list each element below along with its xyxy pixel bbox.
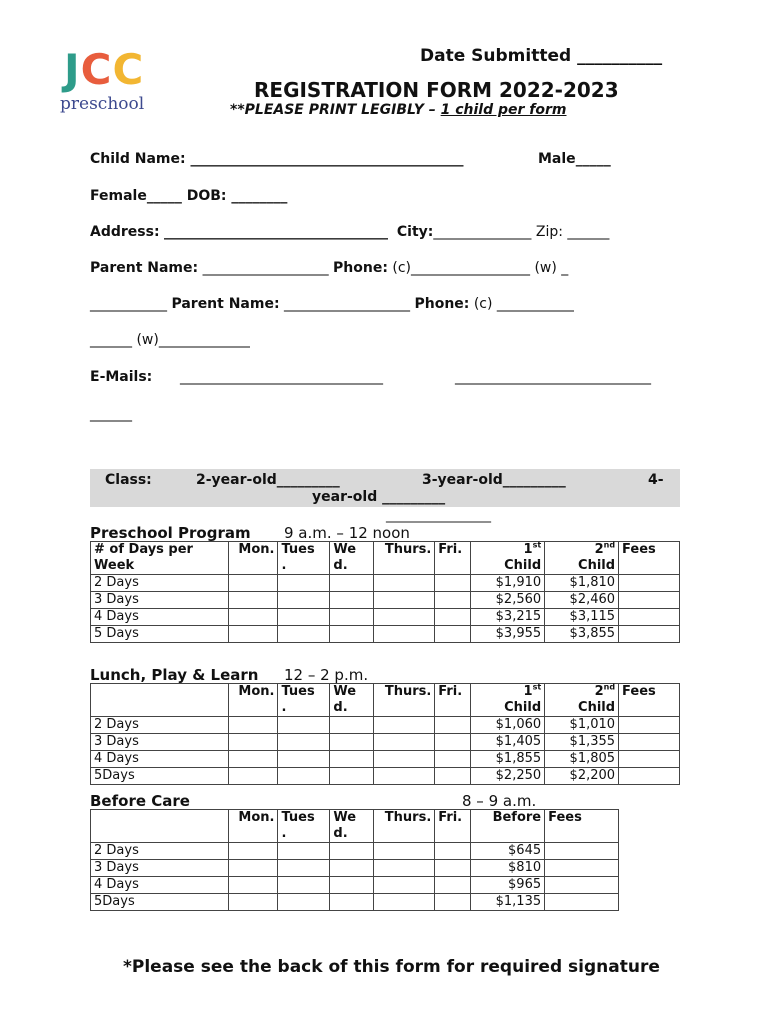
jcc-preschool-logo bbox=[58, 45, 168, 118]
lunch-time: 12 – 2 p.m. bbox=[284, 666, 369, 684]
email-field-3[interactable]: ______ bbox=[90, 406, 132, 422]
mon-cell[interactable] bbox=[228, 894, 278, 911]
class-under-line: _______________ bbox=[386, 507, 491, 523]
dob-label: DOB: bbox=[186, 188, 227, 204]
first-child-price: $1,405 bbox=[471, 734, 545, 751]
second-child-price: $3,855 bbox=[545, 626, 619, 643]
fri-cell[interactable] bbox=[435, 717, 471, 734]
fri-cell[interactable] bbox=[435, 575, 471, 592]
mon-cell[interactable] bbox=[228, 860, 278, 877]
before-price: $1,135 bbox=[471, 894, 545, 911]
preschool-table bbox=[90, 541, 680, 643]
form-subtitle bbox=[230, 102, 567, 118]
header-tues: Tues . bbox=[278, 810, 330, 843]
thurs-cell[interactable] bbox=[374, 877, 435, 894]
phone1-cell-field[interactable]: (c)_________________ bbox=[392, 260, 531, 276]
preschool-title: Preschool Program bbox=[90, 524, 251, 542]
before-price: $965 bbox=[471, 877, 545, 894]
wed-cell[interactable] bbox=[330, 860, 374, 877]
fees-cell[interactable] bbox=[619, 575, 680, 592]
thurs-cell[interactable] bbox=[374, 894, 435, 911]
fees-cell[interactable] bbox=[619, 609, 680, 626]
child-name-field[interactable]: _______________________________________ bbox=[190, 151, 464, 167]
header-fri: Fri. bbox=[435, 542, 471, 575]
header-fees: Fees bbox=[619, 684, 680, 717]
fri-cell[interactable] bbox=[435, 894, 471, 911]
header-second-child: 2nd Child bbox=[545, 542, 619, 575]
fees-cell[interactable] bbox=[545, 894, 619, 911]
thurs-cell[interactable] bbox=[374, 751, 435, 768]
table-header-row bbox=[91, 684, 680, 717]
mon-cell[interactable] bbox=[228, 592, 278, 609]
thurs-cell[interactable] bbox=[374, 717, 435, 734]
second-child-price: $1,805 bbox=[545, 751, 619, 768]
header-first-child: 1st Child bbox=[471, 542, 545, 575]
tues-cell[interactable] bbox=[278, 894, 330, 911]
before-care-table bbox=[90, 809, 619, 911]
male-row[interactable] bbox=[538, 151, 611, 167]
table-row bbox=[91, 751, 680, 768]
fri-cell[interactable] bbox=[435, 592, 471, 609]
days-cell: 5Days bbox=[91, 768, 229, 785]
thurs-cell[interactable] bbox=[374, 843, 435, 860]
fees-cell[interactable] bbox=[619, 626, 680, 643]
first-child-price: $1,060 bbox=[471, 717, 545, 734]
tues-cell[interactable] bbox=[278, 860, 330, 877]
days-cell: 3 Days bbox=[91, 734, 229, 751]
fri-cell[interactable] bbox=[435, 734, 471, 751]
parent2-pre-line[interactable]: ___________ bbox=[90, 296, 167, 312]
city-field[interactable]: ______________ bbox=[433, 224, 532, 240]
before-care-time: 8 – 9 a.m. bbox=[462, 792, 537, 810]
days-cell: 4 Days bbox=[91, 609, 229, 626]
tues-cell[interactable] bbox=[278, 626, 330, 643]
fri-cell[interactable] bbox=[435, 768, 471, 785]
mon-cell[interactable] bbox=[228, 717, 278, 734]
days-cell: 4 Days bbox=[91, 751, 229, 768]
tues-cell[interactable] bbox=[278, 717, 330, 734]
city-label: City: bbox=[396, 224, 434, 240]
header-tues: Tues . bbox=[278, 684, 330, 717]
header-fri: Fri. bbox=[435, 684, 471, 717]
header-wed: We d. bbox=[330, 810, 374, 843]
mon-cell[interactable] bbox=[228, 609, 278, 626]
table-row bbox=[91, 575, 680, 592]
fees-cell[interactable] bbox=[619, 717, 680, 734]
tues-cell[interactable] bbox=[278, 575, 330, 592]
header-wed: We d. bbox=[330, 542, 374, 575]
days-cell: 2 Days bbox=[91, 843, 229, 860]
fri-cell[interactable] bbox=[435, 751, 471, 768]
wed-cell[interactable] bbox=[330, 768, 374, 785]
parent1-row[interactable] bbox=[90, 260, 568, 276]
first-child-price: $3,955 bbox=[471, 626, 545, 643]
header-fri: Fri. bbox=[435, 810, 471, 843]
female-dob-row[interactable] bbox=[90, 188, 287, 204]
table-row bbox=[91, 592, 680, 609]
header-fees: Fees bbox=[545, 810, 619, 843]
thurs-cell[interactable] bbox=[374, 592, 435, 609]
date-submitted[interactable]: Date Submitted __________ bbox=[420, 46, 663, 66]
header-before: Before bbox=[471, 810, 545, 843]
logo-letters: JCC bbox=[64, 45, 145, 94]
header-fees: Fees bbox=[619, 542, 680, 575]
first-child-price: $1,910 bbox=[471, 575, 545, 592]
header-tues: Tues . bbox=[278, 542, 330, 575]
wed-cell[interactable] bbox=[330, 609, 374, 626]
mon-cell[interactable] bbox=[228, 575, 278, 592]
wed-cell[interactable] bbox=[330, 877, 374, 894]
days-cell: 2 Days bbox=[91, 575, 229, 592]
second-child-price: $1,355 bbox=[545, 734, 619, 751]
phone2-pre-line[interactable]: ______ bbox=[90, 332, 132, 348]
days-cell: 3 Days bbox=[91, 592, 229, 609]
address-label: Address: bbox=[90, 224, 160, 240]
second-child-price: $2,460 bbox=[545, 592, 619, 609]
thurs-cell[interactable] bbox=[374, 768, 435, 785]
phone1-work-field[interactable]: (w) _ bbox=[534, 260, 569, 276]
footer-note: *Please see the back of this form for required signature bbox=[123, 957, 660, 977]
fees-cell[interactable] bbox=[619, 751, 680, 768]
tues-cell[interactable] bbox=[278, 843, 330, 860]
lunch-title: Lunch, Play & Learn bbox=[90, 666, 259, 684]
wed-cell[interactable] bbox=[330, 843, 374, 860]
fees-cell[interactable] bbox=[619, 768, 680, 785]
class-option-4yr[interactable]: year-old _________ bbox=[312, 489, 446, 505]
parent1-field[interactable]: __________________ bbox=[202, 260, 329, 276]
fees-cell[interactable] bbox=[619, 734, 680, 751]
wed-cell[interactable] bbox=[330, 734, 374, 751]
wed-cell[interactable] bbox=[330, 717, 374, 734]
male-label: Male bbox=[538, 151, 576, 167]
header-wed: We d. bbox=[330, 684, 374, 717]
zip-label: Zip: bbox=[535, 224, 563, 240]
fees-cell[interactable] bbox=[545, 843, 619, 860]
parent2-label: Parent Name: bbox=[171, 296, 280, 312]
header-first-child: 1st Child bbox=[471, 684, 545, 717]
email-field-1[interactable]: _____________________________ bbox=[180, 369, 383, 385]
table-header-row bbox=[91, 810, 619, 843]
subtitle-prefix: **PLEASE PRINT LEGIBLY – bbox=[230, 102, 441, 118]
header-days: # of Days per Week bbox=[91, 542, 229, 575]
thurs-cell[interactable] bbox=[374, 575, 435, 592]
table-row bbox=[91, 860, 619, 877]
table-row bbox=[91, 843, 619, 860]
wed-cell[interactable] bbox=[330, 592, 374, 609]
male-field[interactable]: _____ bbox=[575, 151, 611, 167]
tues-cell[interactable] bbox=[278, 592, 330, 609]
table-row bbox=[91, 768, 680, 785]
parent2-field[interactable]: __________________ bbox=[284, 296, 411, 312]
table-row bbox=[91, 609, 680, 626]
days-cell: 5Days bbox=[91, 894, 229, 911]
fri-cell[interactable] bbox=[435, 626, 471, 643]
form-title: REGISTRATION FORM 2022-2023 bbox=[254, 78, 619, 102]
first-child-price: $3,215 bbox=[471, 609, 545, 626]
tues-cell[interactable] bbox=[278, 768, 330, 785]
thurs-cell[interactable] bbox=[374, 734, 435, 751]
lunch-table bbox=[90, 683, 680, 785]
mon-cell[interactable] bbox=[228, 626, 278, 643]
header-thurs: Thurs. bbox=[374, 810, 435, 843]
address-field[interactable]: ________________________________ bbox=[164, 224, 388, 240]
header-thurs: Thurs. bbox=[374, 542, 435, 575]
phone2-work-row[interactable] bbox=[90, 332, 250, 348]
zip-field[interactable]: ______ bbox=[567, 224, 610, 240]
header-mon: Mon. bbox=[228, 810, 278, 843]
parent1-label: Parent Name: bbox=[90, 260, 199, 276]
preschool-time: 9 a.m. – 12 noon bbox=[284, 524, 410, 542]
mon-cell[interactable] bbox=[228, 751, 278, 768]
header-days bbox=[91, 810, 229, 843]
header-mon: Mon. bbox=[228, 542, 278, 575]
phone2-label: Phone: bbox=[414, 296, 470, 312]
class-option-3yr[interactable]: 3-year-old_________ bbox=[422, 472, 566, 488]
table-row bbox=[91, 894, 619, 911]
second-child-price: $1,810 bbox=[545, 575, 619, 592]
days-cell: 3 Days bbox=[91, 860, 229, 877]
class-option-4yr-prefix[interactable]: 4- bbox=[648, 472, 664, 488]
emails-label: E-Mails: bbox=[90, 369, 153, 385]
fees-cell[interactable] bbox=[545, 877, 619, 894]
subtitle-underlined: 1 child per form bbox=[440, 102, 567, 118]
before-care-title: Before Care bbox=[90, 792, 190, 810]
tues-cell[interactable] bbox=[278, 751, 330, 768]
first-child-price: $1,855 bbox=[471, 751, 545, 768]
fri-cell[interactable] bbox=[435, 609, 471, 626]
email-field-2[interactable]: ____________________________ bbox=[455, 369, 651, 385]
tues-cell[interactable] bbox=[278, 877, 330, 894]
fri-cell[interactable] bbox=[435, 860, 471, 877]
fri-cell[interactable] bbox=[435, 843, 471, 860]
dob-field[interactable]: ________ bbox=[231, 188, 288, 204]
thurs-cell[interactable] bbox=[374, 860, 435, 877]
fees-cell[interactable] bbox=[545, 860, 619, 877]
before-price: $810 bbox=[471, 860, 545, 877]
fees-cell[interactable] bbox=[619, 592, 680, 609]
wed-cell[interactable] bbox=[330, 894, 374, 911]
thurs-cell[interactable] bbox=[374, 609, 435, 626]
phone1-label: Phone: bbox=[333, 260, 388, 276]
table-row bbox=[91, 717, 680, 734]
table-header-row bbox=[91, 542, 680, 575]
logo-subtitle: preschool bbox=[60, 94, 145, 114]
header-thurs: Thurs. bbox=[374, 684, 435, 717]
days-cell: 5 Days bbox=[91, 626, 229, 643]
class-option-2yr[interactable]: 2-year-old_________ bbox=[196, 472, 340, 488]
days-cell: 4 Days bbox=[91, 877, 229, 894]
wed-cell[interactable] bbox=[330, 751, 374, 768]
mon-cell[interactable] bbox=[228, 734, 278, 751]
before-price: $645 bbox=[471, 843, 545, 860]
address-row[interactable] bbox=[90, 224, 609, 240]
tues-cell[interactable] bbox=[278, 734, 330, 751]
phone2-work-field[interactable]: (w)_____________ bbox=[136, 332, 250, 348]
table-row bbox=[91, 734, 680, 751]
table-row bbox=[91, 626, 680, 643]
second-child-price: $3,115 bbox=[545, 609, 619, 626]
class-label: Class: bbox=[105, 472, 152, 488]
tues-cell[interactable] bbox=[278, 609, 330, 626]
mon-cell[interactable] bbox=[228, 877, 278, 894]
phone2-cell-field[interactable]: (c) ___________ bbox=[473, 296, 574, 312]
child-name-row[interactable] bbox=[90, 151, 463, 167]
second-child-price: $2,200 bbox=[545, 768, 619, 785]
child-name-label: Child Name: bbox=[90, 151, 186, 167]
first-child-price: $2,250 bbox=[471, 768, 545, 785]
mon-cell[interactable] bbox=[228, 843, 278, 860]
fri-cell[interactable] bbox=[435, 877, 471, 894]
days-cell: 2 Days bbox=[91, 717, 229, 734]
wed-cell[interactable] bbox=[330, 575, 374, 592]
thurs-cell[interactable] bbox=[374, 626, 435, 643]
second-child-price: $1,010 bbox=[545, 717, 619, 734]
parent2-row[interactable] bbox=[90, 296, 574, 312]
header-mon: Mon. bbox=[228, 684, 278, 717]
mon-cell[interactable] bbox=[228, 768, 278, 785]
first-child-price: $2,560 bbox=[471, 592, 545, 609]
header-days bbox=[91, 684, 229, 717]
table-row bbox=[91, 877, 619, 894]
header-second-child: 2nd Child bbox=[545, 684, 619, 717]
wed-cell[interactable] bbox=[330, 626, 374, 643]
female-label: Female bbox=[90, 188, 147, 204]
female-field[interactable]: _____ bbox=[146, 188, 182, 204]
